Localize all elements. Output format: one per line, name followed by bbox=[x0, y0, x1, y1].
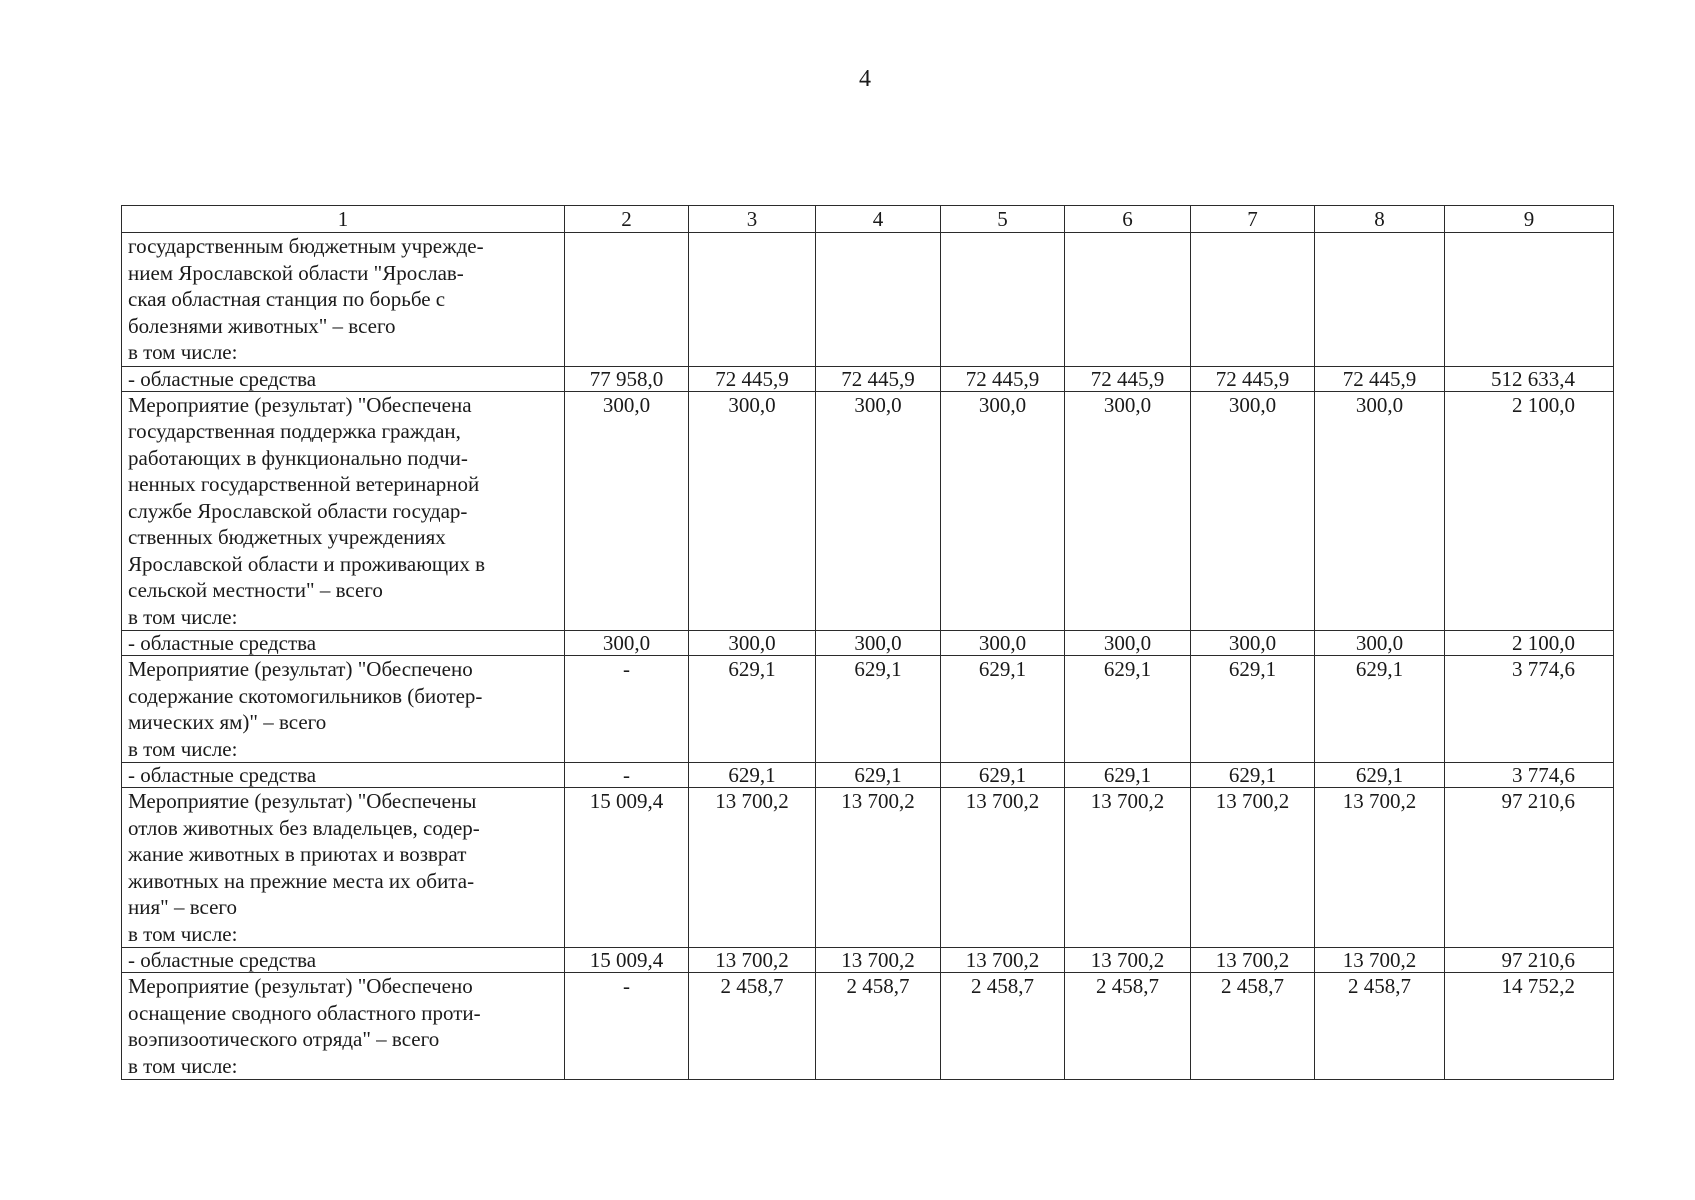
table-header-row bbox=[122, 206, 1614, 233]
table-cell: 2 458,7 bbox=[689, 973, 816, 1080]
table-cell: - bbox=[565, 763, 689, 788]
column-header: 9 bbox=[1445, 206, 1614, 233]
table-cell: 300,0 bbox=[1191, 391, 1315, 631]
table-cell: 629,1 bbox=[689, 656, 816, 763]
table-cell: 72 445,9 bbox=[1191, 366, 1315, 391]
table-row bbox=[122, 366, 1614, 391]
table-cell: 13 700,2 bbox=[941, 948, 1065, 973]
table-cell: 629,1 bbox=[1191, 656, 1315, 763]
table-row bbox=[122, 948, 1614, 973]
table-cell: 13 700,2 bbox=[816, 948, 941, 973]
table-cell: 629,1 bbox=[816, 763, 941, 788]
column-header: 6 bbox=[1065, 206, 1191, 233]
table-cell: 300,0 bbox=[1065, 391, 1191, 631]
table-cell: 300,0 bbox=[816, 631, 941, 656]
table-cell: 2 458,7 bbox=[1065, 973, 1191, 1080]
row-label: - областные средства bbox=[122, 763, 565, 788]
table-cell: 2 458,7 bbox=[816, 973, 941, 1080]
table-cell: 2 458,7 bbox=[941, 973, 1065, 1080]
table-cell: 300,0 bbox=[689, 391, 816, 631]
table-cell-total: 97 210,6 bbox=[1445, 788, 1614, 948]
table-cell: 13 700,2 bbox=[689, 948, 816, 973]
table-row bbox=[122, 763, 1614, 788]
table-cell: 2 458,7 bbox=[1191, 973, 1315, 1080]
table-cell: 300,0 bbox=[1315, 631, 1445, 656]
table-cell bbox=[1191, 233, 1315, 367]
column-header: 4 bbox=[816, 206, 941, 233]
table-cell: 15 009,4 bbox=[565, 948, 689, 973]
table-cell: 77 958,0 bbox=[565, 366, 689, 391]
table-cell: 629,1 bbox=[1191, 763, 1315, 788]
table-cell bbox=[689, 233, 816, 367]
table-row bbox=[122, 656, 1614, 763]
table-cell: 2 458,7 bbox=[1315, 973, 1445, 1080]
table-cell: 13 700,2 bbox=[1065, 948, 1191, 973]
table-cell-total: 2 100,0 bbox=[1445, 391, 1614, 631]
table-cell-total: 14 752,2 bbox=[1445, 973, 1614, 1080]
table-cell: 13 700,2 bbox=[1315, 788, 1445, 948]
table-cell bbox=[816, 233, 941, 367]
table-cell: 300,0 bbox=[1065, 631, 1191, 656]
table-cell: 300,0 bbox=[565, 391, 689, 631]
table-cell: 72 445,9 bbox=[1315, 366, 1445, 391]
table-cell: 13 700,2 bbox=[1191, 948, 1315, 973]
table-cell bbox=[941, 233, 1065, 367]
table-cell: 300,0 bbox=[1315, 391, 1445, 631]
table-cell: 13 700,2 bbox=[1191, 788, 1315, 948]
table-row bbox=[122, 973, 1614, 1080]
table-row bbox=[122, 788, 1614, 948]
table-cell-total: 3 774,6 bbox=[1445, 763, 1614, 788]
row-label: Мероприятие (результат) "Обеспечено оснащение сводного областного проти- воэпизоотического отряда" – всего в том числе: bbox=[122, 973, 565, 1080]
table-cell: 13 700,2 bbox=[689, 788, 816, 948]
table-cell: 13 700,2 bbox=[1065, 788, 1191, 948]
table-cell-total: 97 210,6 bbox=[1445, 948, 1614, 973]
table-cell: - bbox=[565, 656, 689, 763]
table-cell: 629,1 bbox=[1315, 763, 1445, 788]
row-label: Мероприятие (результат) "Обеспечены отлов животных без владельцев, содер- жание животных в приютах и возврат животных на прежние места их обита- ния" – всего в том числе: bbox=[122, 788, 565, 948]
table-cell: 13 700,2 bbox=[816, 788, 941, 948]
column-header: 1 bbox=[122, 206, 565, 233]
table-cell: 300,0 bbox=[941, 391, 1065, 631]
row-label: государственным бюджетным учрежде- нием Ярославской области "Ярослав- ская областная станция по борьбе с болезнями животных" – всего в том числе: bbox=[122, 233, 565, 367]
table-cell bbox=[1315, 233, 1445, 367]
table-cell: 629,1 bbox=[1065, 763, 1191, 788]
column-header: 3 bbox=[689, 206, 816, 233]
table-cell: 72 445,9 bbox=[1065, 366, 1191, 391]
row-label: - областные средства bbox=[122, 366, 565, 391]
table-cell: - bbox=[565, 973, 689, 1080]
table-row bbox=[122, 391, 1614, 631]
table-cell bbox=[565, 233, 689, 367]
table-cell: 300,0 bbox=[689, 631, 816, 656]
table-cell: 629,1 bbox=[816, 656, 941, 763]
table-cell-total bbox=[1445, 233, 1614, 367]
table-cell: 629,1 bbox=[689, 763, 816, 788]
row-label: - областные средства bbox=[122, 948, 565, 973]
budget-table bbox=[121, 205, 1614, 1080]
table-cell: 629,1 bbox=[941, 656, 1065, 763]
column-header: 2 bbox=[565, 206, 689, 233]
row-label: - областные средства bbox=[122, 631, 565, 656]
column-header: 5 bbox=[941, 206, 1065, 233]
table-cell: 300,0 bbox=[816, 391, 941, 631]
table-cell-total: 512 633,4 bbox=[1445, 366, 1614, 391]
table-cell: 72 445,9 bbox=[689, 366, 816, 391]
column-header: 7 bbox=[1191, 206, 1315, 233]
table-cell: 13 700,2 bbox=[941, 788, 1065, 948]
table-row bbox=[122, 631, 1614, 656]
table-cell-total: 3 774,6 bbox=[1445, 656, 1614, 763]
table-cell: 629,1 bbox=[1065, 656, 1191, 763]
table-cell: 300,0 bbox=[565, 631, 689, 656]
table-cell: 629,1 bbox=[941, 763, 1065, 788]
table-cell: 300,0 bbox=[1191, 631, 1315, 656]
table-cell: 300,0 bbox=[941, 631, 1065, 656]
table-cell: 13 700,2 bbox=[1315, 948, 1445, 973]
table-row bbox=[122, 233, 1614, 367]
table-cell: 72 445,9 bbox=[816, 366, 941, 391]
table-cell-total: 2 100,0 bbox=[1445, 631, 1614, 656]
table-cell: 15 009,4 bbox=[565, 788, 689, 948]
row-label: Мероприятие (результат) "Обеспечено содержание скотомогильников (биотер- мических ям)" – всего в том числе: bbox=[122, 656, 565, 763]
page-number: 4 bbox=[859, 66, 871, 92]
row-label: Мероприятие (результат) "Обеспечена государственная поддержка граждан, работающих в функционально подчи- ненных государственной ветеринарной службе Ярославской области государ- ственных бюджетных учреждениях Ярославской области и проживающих в сельской местности" – всего в том числе: bbox=[122, 391, 565, 631]
table-cell: 629,1 bbox=[1315, 656, 1445, 763]
column-header: 8 bbox=[1315, 206, 1445, 233]
table-cell bbox=[1065, 233, 1191, 367]
table-cell: 72 445,9 bbox=[941, 366, 1065, 391]
